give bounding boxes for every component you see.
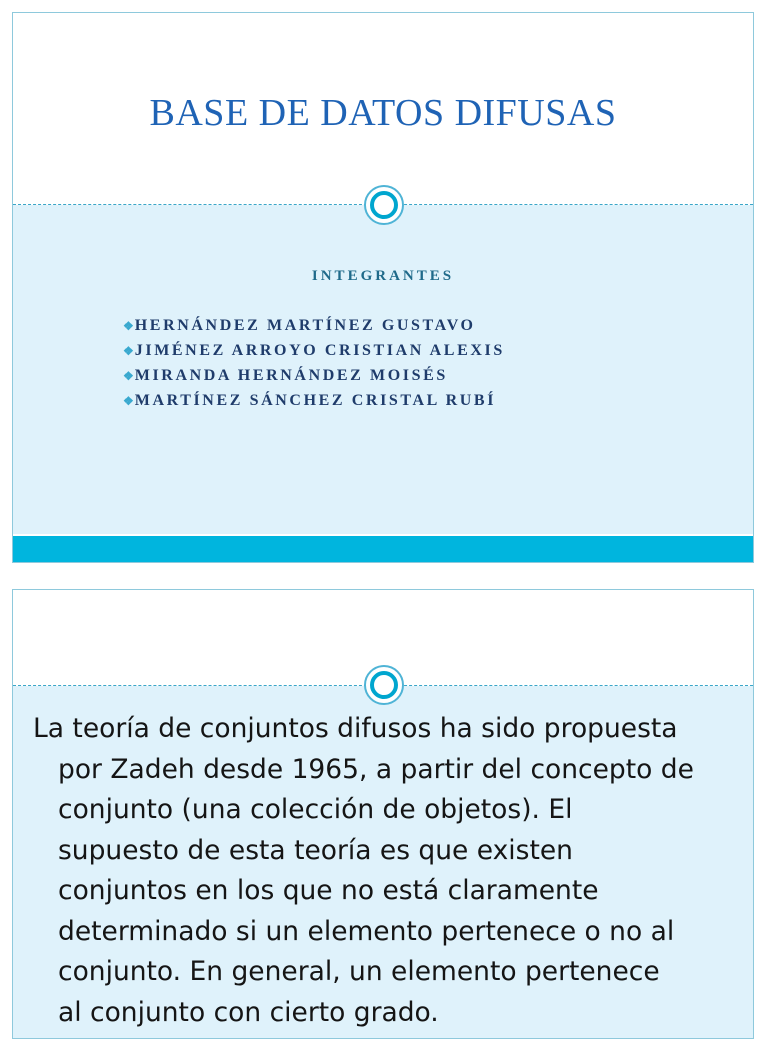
member-name: JIMÉNEZ ARROYO CRISTIAN ALEXIS [134, 342, 505, 359]
list-item [123, 363, 505, 388]
diamond-bullet-icon: ❖ [123, 344, 134, 358]
members-list [123, 313, 505, 413]
diamond-bullet-icon: ❖ [123, 394, 134, 408]
accent-bar [13, 536, 753, 562]
list-item [123, 388, 505, 413]
member-name: HERNÁNDEZ MARTÍNEZ GUSTAVO [134, 317, 476, 334]
diamond-bullet-icon: ❖ [123, 369, 134, 383]
slide-title: BASE DE DATOS DIFUSAS [149, 92, 617, 134]
members-heading: INTEGRANTES [311, 268, 455, 284]
circle-ornament-icon [364, 185, 404, 225]
member-name: MARTÍNEZ SÁNCHEZ CRISTAL RUBÍ [134, 392, 497, 409]
member-name: MIRANDA HERNÁNDEZ MOISÉS [134, 367, 448, 384]
diamond-bullet-icon: ❖ [123, 319, 134, 333]
list-item [123, 313, 505, 338]
body-paragraph: La teoría de conjuntos difusos ha sido propuesta por Zadeh desde 1965, a partir del concepto de conjunto (una colección de objetos). El supuesto de esta teoría es que existen conjuntos en los que no está claramente determinado si un elemento pertenece o no al conjunto. En general, un elemento pertenece al conjunto con cierto grado. [33, 713, 694, 1028]
circle-ornament-icon [364, 665, 404, 705]
title-slide [12, 12, 754, 563]
content-slide [12, 589, 754, 1039]
list-item [123, 338, 505, 363]
